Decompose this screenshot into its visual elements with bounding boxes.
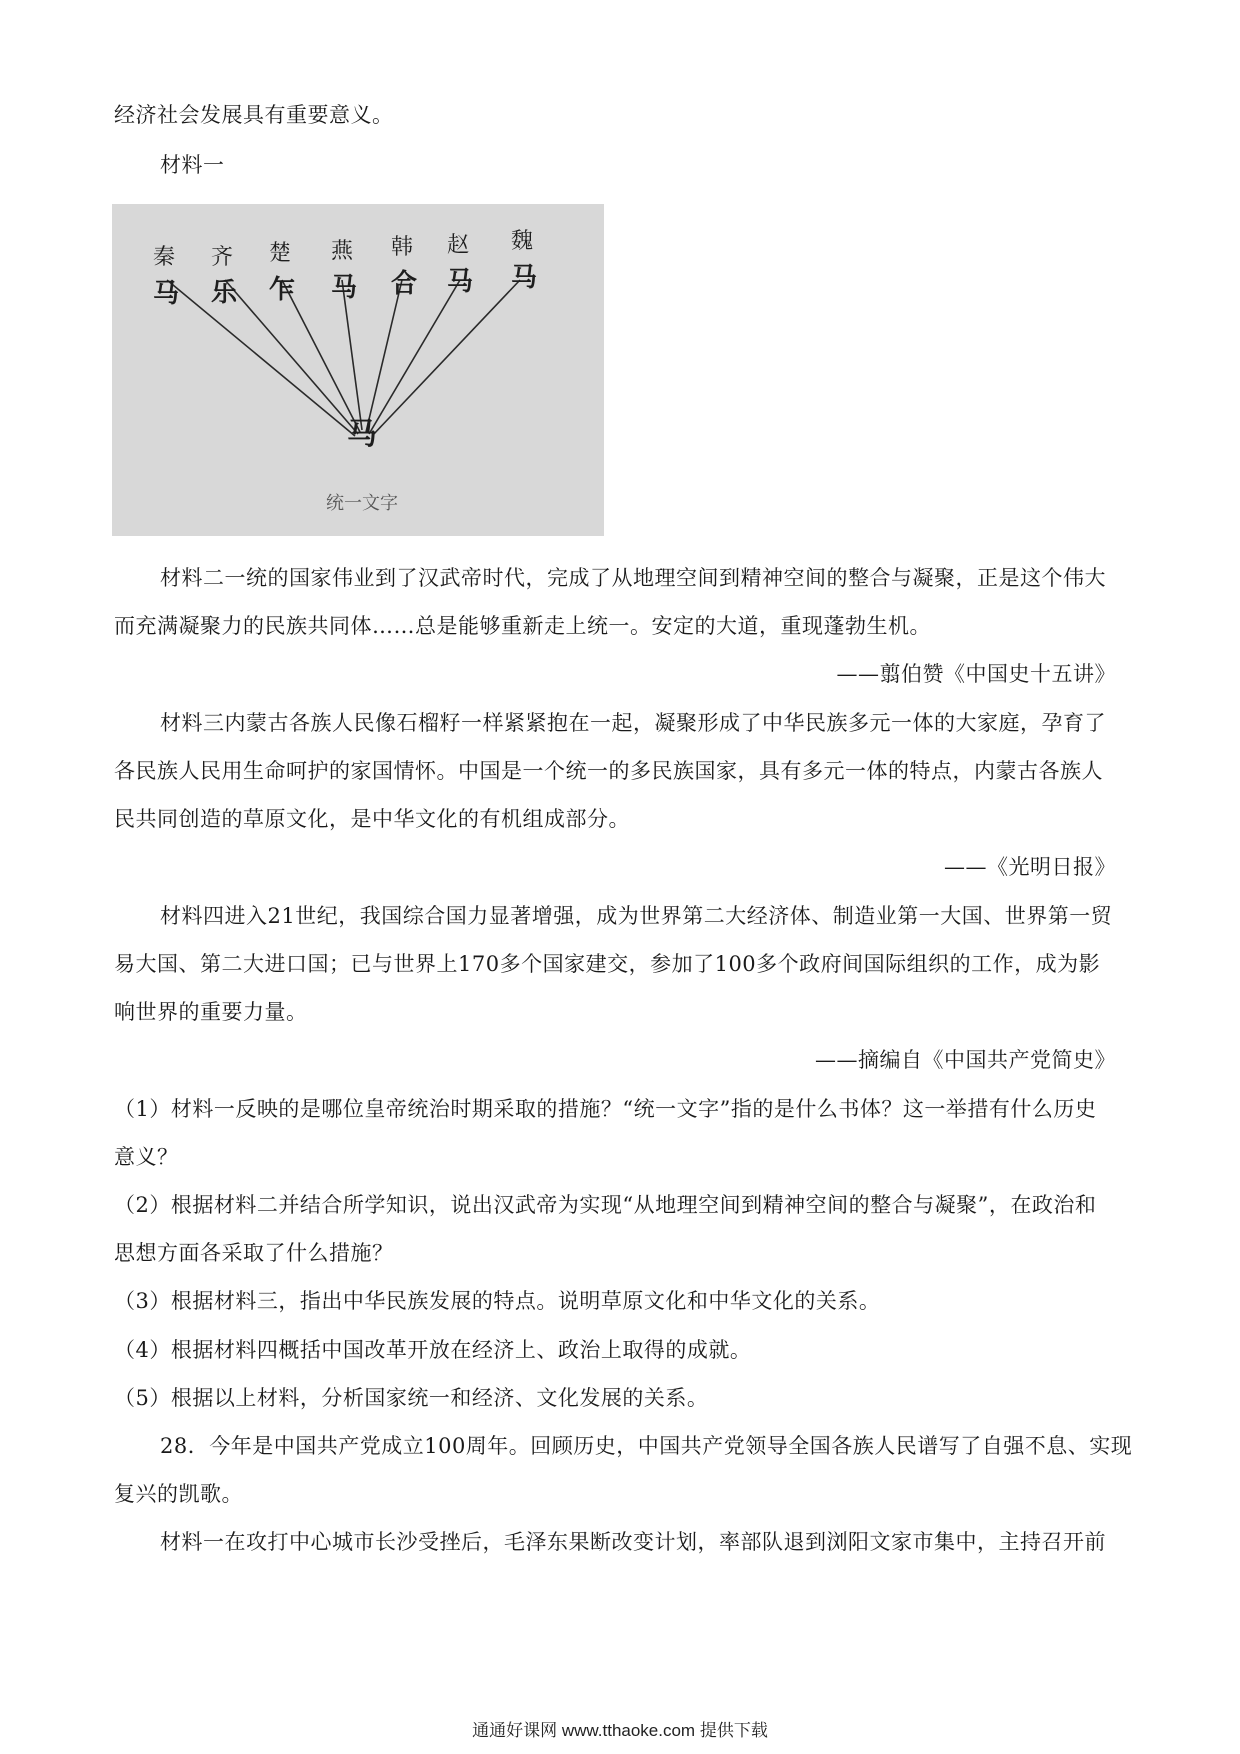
state-label-zhao: 赵 [446,233,470,258]
unified-script-diagram [112,204,604,536]
question-1: （1）材料一反映的是哪位皇帝统治时期采取的措施？“统一文字”指的是什么书体？这一举措有什么历史 [114,1097,1097,1121]
text-line: 复兴的凯歌。 [114,1482,243,1506]
text-line: 经济社会发展具有重要意义。 [114,103,394,127]
unified-script-figure [112,204,604,536]
connector-line [167,280,355,436]
state-label-yan: 燕 [330,239,354,264]
question-5: （5）根据以上材料，分析国家统一和经济、文化发展的关系。 [114,1386,709,1410]
ancient-glyph: 马 [330,273,358,303]
state-label-qin: 秦 [152,245,176,270]
question-4: （4）根据材料四概括中国改革开放在经济上、政治上取得的成就。 [114,1338,752,1362]
footer-source: 通通好课网 www.tthaoke.com 提供下载 [472,1721,768,1740]
citation: ——摘编自《中国共产党简史》 [815,1048,1116,1072]
ancient-glyph: 马 [446,267,474,297]
text-line: 而充满凝聚力的民族共同体……总是能够重新走上统一。安定的大道，重现蓬勃生机。 [114,614,931,638]
state-label-qi: 齐 [210,245,234,270]
text-line: 意义？ [114,1145,179,1169]
state-label-chu: 楚 [268,241,292,266]
text-line: 材料四进入21世纪，我国综合国力显著增强，成为世界第二大经济体、制造业第一大国、世界第一贸 [160,904,1113,928]
text-line: 材料一在攻打中心城市长沙受挫后，毛泽东果断改变计划，率部队退到浏阳文家市集中，主持召开前 [160,1530,1106,1554]
question-28: 28．今年是中国共产党成立100周年。回顾历史，中国共产党领导全国各族人民谱写了自强不息、实现 [160,1434,1133,1458]
text-line: 各民族人民用生命呵护的家国情怀。中国是一个统一的多民族国家，具有多元一体的特点，内蒙古各族人 [114,759,1103,783]
ancient-glyph: 合 [390,269,418,299]
ancient-glyph: 乍 [268,275,296,305]
citation: ——《光明日报》 [944,855,1116,879]
text-line: 民共同创造的草原文化，是中华文化的有机组成部分。 [114,807,630,831]
text-line: 材料二一统的国家伟业到了汉武帝时代，完成了从地理空间到精神空间的整合与凝聚，正是这个伟大 [160,566,1106,590]
material-heading: 材料一 [160,153,225,177]
text-line: 易大国、第二大进口国；已与世界上170多个国家建交，参加了100多个政府间国际组织的工作，成为影 [114,952,1101,976]
citation: ——翦伯赞《中国史十五讲》 [836,662,1116,686]
text-line: 材料三内蒙古各族人民像石榴籽一样紧紧抱在一起，凝聚形成了中华民族多元一体的大家庭，孕育了 [160,711,1106,735]
ancient-glyph: 马 [152,279,180,309]
ancient-glyph: 乐 [210,278,238,308]
text-line: 响世界的重要力量。 [114,1000,308,1024]
state-label-han: 韩 [390,235,414,260]
ancient-glyph: 马 [510,263,538,293]
figure-caption: 统一文字 [326,493,398,514]
text-line: 思想方面各采取了什么措施？ [114,1241,394,1265]
question-2: （2）根据材料二并结合所学知识，说出汉武帝为实现“从地理空间到精神空间的整合与凝聚”，在政治和 [114,1193,1097,1217]
question-3: （3）根据材料三，指出中华民族发展的特点。说明草原文化和中华文化的关系。 [114,1289,881,1313]
state-label-wei: 魏 [510,229,534,254]
unified-glyph: 马 [347,417,377,452]
